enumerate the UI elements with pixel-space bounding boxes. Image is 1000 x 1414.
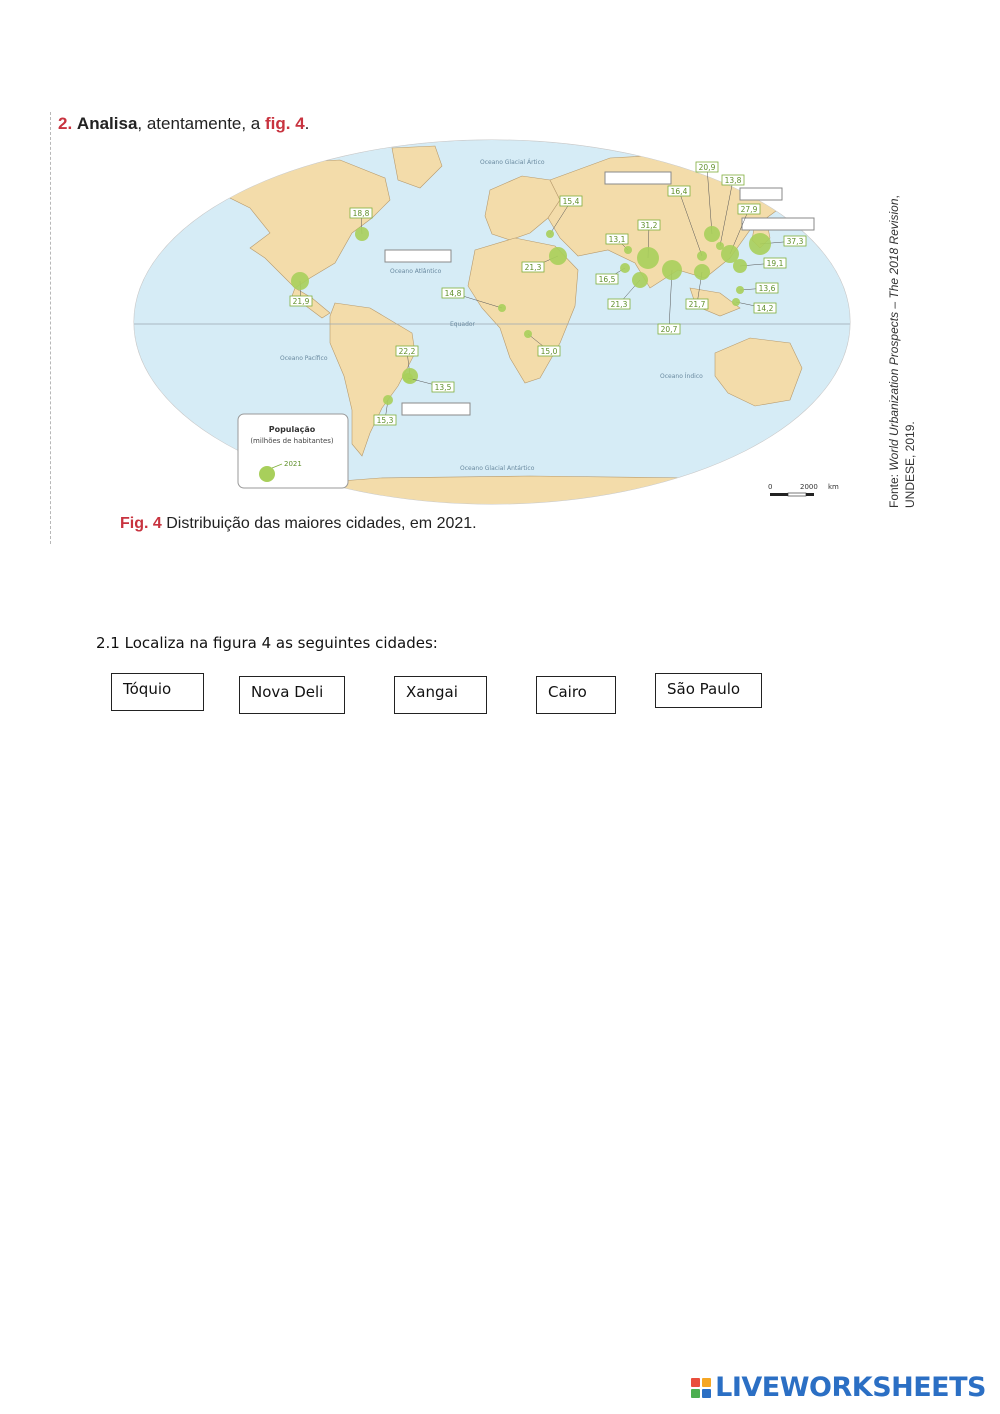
city-value-label: 15,4	[562, 197, 580, 206]
question-number: 2.	[58, 114, 73, 133]
city-value-label: 20,7	[660, 325, 678, 334]
logo-tile	[702, 1389, 711, 1398]
scale-bar	[768, 483, 839, 496]
city-circle	[662, 260, 682, 280]
map-answer-slot-sao-paulo	[402, 403, 470, 415]
ocean-label-atlantic: Oceano Atlântico	[390, 268, 442, 275]
city-circle	[736, 286, 744, 294]
ocean-label-pacific: Oceano Pacífico	[280, 355, 328, 362]
figure-caption-text: Distribuição das maiores cidades, em 2021.	[166, 515, 477, 532]
city-value-label: 37,3	[786, 237, 804, 246]
city-value-label: 31,2	[640, 221, 658, 230]
logo-text: LIVEWORKSHEETS	[715, 1372, 986, 1403]
city-circle	[749, 233, 771, 255]
source-title: World Urbanization Prospects – The 2018 Revision	[887, 198, 901, 471]
city-value-label: 15,0	[540, 347, 558, 356]
legend-year: 2021	[284, 460, 302, 468]
ocean-label-indian: Oceano Índico	[660, 373, 703, 380]
question-middle: , atentamente, a	[137, 114, 265, 133]
city-value-label: 13,1	[608, 235, 626, 244]
question-end: .	[304, 114, 310, 133]
source-rest: ,	[887, 195, 901, 199]
figure-label: Fig. 4	[120, 515, 162, 532]
question-verb: Analisa	[76, 114, 138, 133]
city-circle	[291, 272, 309, 290]
figure-caption	[120, 515, 477, 533]
city-circle	[498, 304, 506, 312]
city-value-label: 13,5	[434, 383, 452, 392]
logo-tile	[691, 1378, 700, 1387]
city-circle	[732, 298, 740, 306]
margin-dashed-line	[50, 112, 51, 544]
city-circle	[620, 263, 630, 273]
city-circle	[704, 226, 720, 242]
city-drag-box-sao-paulo[interactable]: São Paulo	[655, 673, 762, 708]
city-drag-box-nova-deli[interactable]: Nova Deli	[239, 676, 345, 714]
city-value-label: 21,9	[292, 297, 310, 306]
equator-label: Equador	[450, 321, 476, 328]
city-drag-box-xangai[interactable]: Xangai	[394, 676, 487, 714]
city-value-label: 14,8	[444, 289, 462, 298]
city-drag-box-cairo[interactable]: Cairo	[536, 676, 616, 714]
city-value-label: 15,3	[376, 416, 394, 425]
city-value-label: 16,5	[598, 275, 616, 284]
city-circle	[637, 247, 659, 269]
city-circle	[383, 395, 393, 405]
city-value-label: 18,8	[352, 209, 370, 218]
world-map	[130, 138, 865, 510]
scale-zero: 0	[768, 483, 773, 491]
question-heading	[58, 114, 309, 134]
liveworksheets-logo	[691, 1372, 986, 1403]
source-line2: UNDESE, 2019.	[903, 421, 917, 508]
city-value-label: 22,2	[398, 347, 416, 356]
city-value-label: 21,3	[524, 263, 542, 272]
city-value-label: 13,8	[724, 176, 742, 185]
city-circle	[632, 272, 648, 288]
question-fig-ref: fig. 4	[265, 114, 305, 133]
city-value-label: 27,9	[740, 205, 758, 214]
map-answer-slot-cairo	[385, 250, 451, 262]
map-answer-slot-tokyo	[742, 218, 814, 230]
legend-circle	[259, 466, 275, 482]
city-circle	[355, 227, 369, 241]
logo-tile	[691, 1389, 700, 1398]
logo-tile	[702, 1378, 711, 1387]
city-value-label: 16,4	[670, 187, 688, 196]
city-circle	[694, 264, 710, 280]
city-circle	[546, 230, 554, 238]
map-answer-slot-east-asia	[740, 188, 782, 200]
city-circle	[524, 330, 532, 338]
city-circle	[624, 246, 632, 254]
scale-value: 2000	[800, 483, 818, 491]
ocean-label-antarctic: Oceano Glacial Antártico	[460, 465, 535, 472]
map-answer-slot-asia-north	[605, 172, 671, 184]
city-value-label: 20,9	[698, 163, 716, 172]
map-legend	[238, 414, 348, 488]
city-circle	[733, 259, 747, 273]
legend-title: População	[268, 425, 316, 434]
logo-tiles-icon	[691, 1378, 711, 1398]
city-circle	[697, 251, 707, 261]
source-prefix: Fonte:	[887, 470, 901, 508]
scale-unit: km	[828, 483, 839, 491]
ocean-label-arctic: Oceano Glacial Ártico	[480, 159, 545, 166]
city-value-label: 21,3	[610, 300, 628, 309]
city-value-label: 14,2	[756, 304, 774, 313]
city-circle	[549, 247, 567, 265]
city-value-label: 13,6	[758, 284, 776, 293]
city-circle	[403, 373, 413, 383]
instruction-text: 2.1 Localiza na figura 4 as seguintes cidades:	[96, 634, 438, 652]
city-value-label: 19,1	[766, 259, 784, 268]
source-note	[886, 195, 918, 508]
city-drag-box-toquio[interactable]: Tóquio	[111, 673, 204, 711]
legend-subtitle: (milhões de habitantes)	[250, 437, 334, 445]
city-value-label: 21,7	[688, 300, 706, 309]
